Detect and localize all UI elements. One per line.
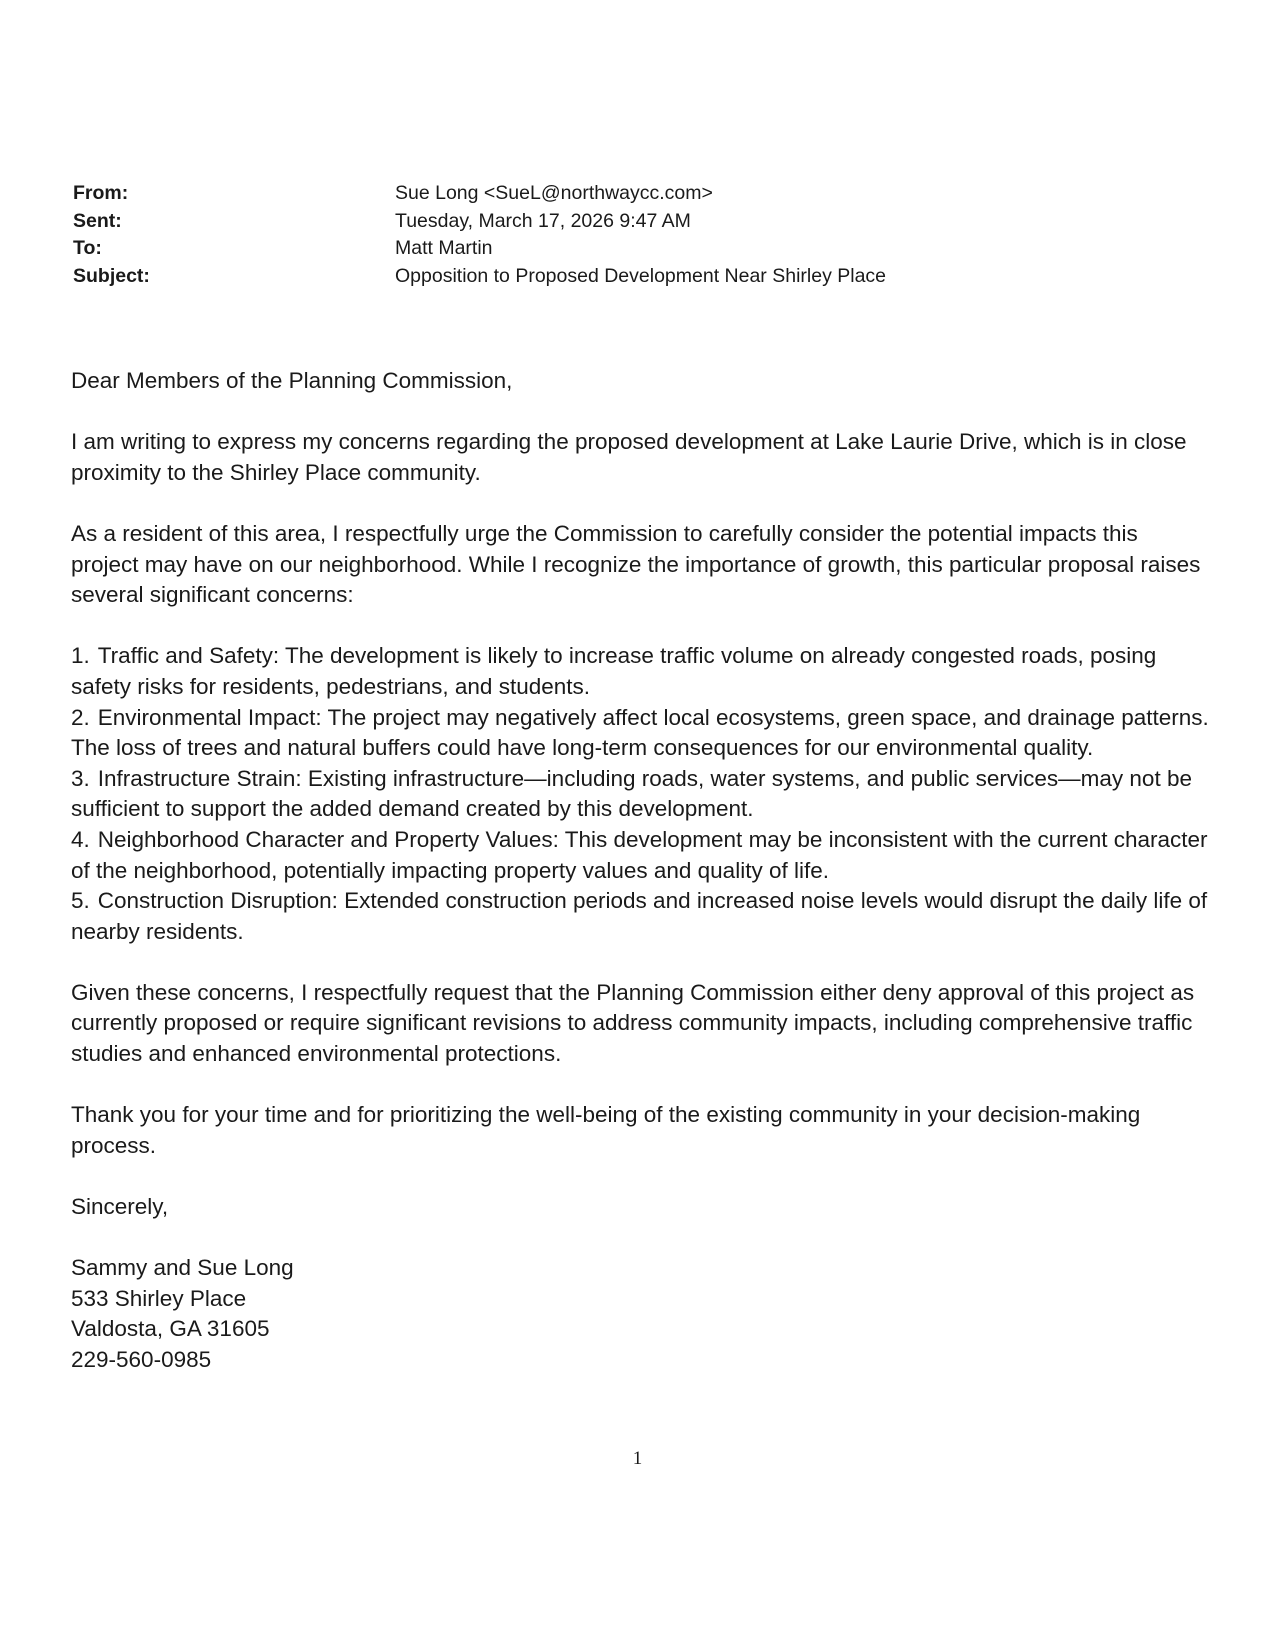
- list-item-number: 5.: [71, 888, 90, 914]
- intro-paragraph: I am writing to express my concerns regarding the proposed development at Lake Laurie Drive, which is in close proximity to the Shirley Place community.: [71, 429, 1187, 485]
- closing: Sincerely,: [71, 1194, 169, 1220]
- email-header: [73, 180, 1173, 290]
- list-item-number: 3.: [71, 765, 90, 791]
- subject-row: [73, 263, 1173, 291]
- list-item-number: 4.: [71, 826, 90, 852]
- sent-row: [73, 208, 1173, 236]
- thanks-paragraph: Thank you for your time and for prioritizing the well-being of the existing community in your decision-making process.: [71, 1102, 1141, 1158]
- sent-value: Tuesday, March 17, 2026 9:47 AM: [395, 209, 691, 232]
- list-item: [71, 886, 1211, 947]
- list-item-number: 2.: [71, 704, 90, 730]
- list-item: [71, 641, 1211, 702]
- signature-city: Valdosta, GA 31605: [71, 1316, 270, 1342]
- list-item-text: Construction Disruption: Extended construction periods and increased noise levels would disrupt the daily life of nearby residents.: [71, 888, 1208, 944]
- sent-label: Sent:: [73, 209, 122, 232]
- list-item: [71, 703, 1211, 764]
- list-item-text: Environmental Impact: The project may negatively affect local ecosystems, green space, and drainage patterns. The loss of trees and natural buffers could have long-term consequences for our environmental quality.: [71, 704, 1209, 761]
- signature-phone: 229-560-0985: [71, 1347, 212, 1372]
- list-item: [71, 764, 1211, 825]
- subject-label: Subject:: [73, 264, 150, 287]
- list-item: [71, 825, 1211, 886]
- from-row: [73, 180, 1173, 208]
- to-row: [73, 235, 1173, 263]
- signature-street: 533 Shirley Place: [71, 1285, 247, 1311]
- signature-block: [71, 1253, 1211, 1375]
- to-value: Matt Martin: [395, 237, 493, 260]
- page-number: 1: [632, 1448, 643, 1469]
- list-item-text: Infrastructure Strain: Existing infrastructure—including roads, water systems, and public services—may not be sufficient to support the added demand created by this development.: [71, 765, 1192, 822]
- subject-value: Opposition to Proposed Development Near Shirley Place: [395, 264, 887, 287]
- letter-body: [71, 366, 1211, 1376]
- signature-names: Sammy and Sue Long: [71, 1255, 294, 1281]
- concerns-list: [71, 641, 1211, 947]
- greeting: Dear Members of the Planning Commission,: [71, 368, 513, 393]
- request-paragraph: Given these concerns, I respectfully request that the Planning Commission either deny approval of this project as currently proposed or require significant revisions to address community impacts, including comprehensive traffic studies and enhanced environmental protections.: [71, 979, 1195, 1067]
- from-label: From:: [73, 182, 129, 205]
- list-item-text: Traffic and Safety: The development is likely to increase traffic volume on already congested roads, posing safety risks for residents, pedestrians, and students.: [71, 643, 1157, 699]
- concerns-paragraph: As a resident of this area, I respectfully urge the Commission to carefully consider the potential impacts this project may have on our neighborhood. While I recognize the importance of growth, this particular proposal raises several significant concerns:: [71, 520, 1201, 608]
- list-item-text: Neighborhood Character and Property Values: This development may be inconsistent with the current character of the neighborhood, potentially impacting property values and quality of life.: [71, 826, 1208, 883]
- from-value: Sue Long <SueL@northwaycc.com>: [395, 182, 713, 205]
- list-item-number: 1.: [71, 643, 90, 669]
- to-label: To:: [73, 237, 102, 260]
